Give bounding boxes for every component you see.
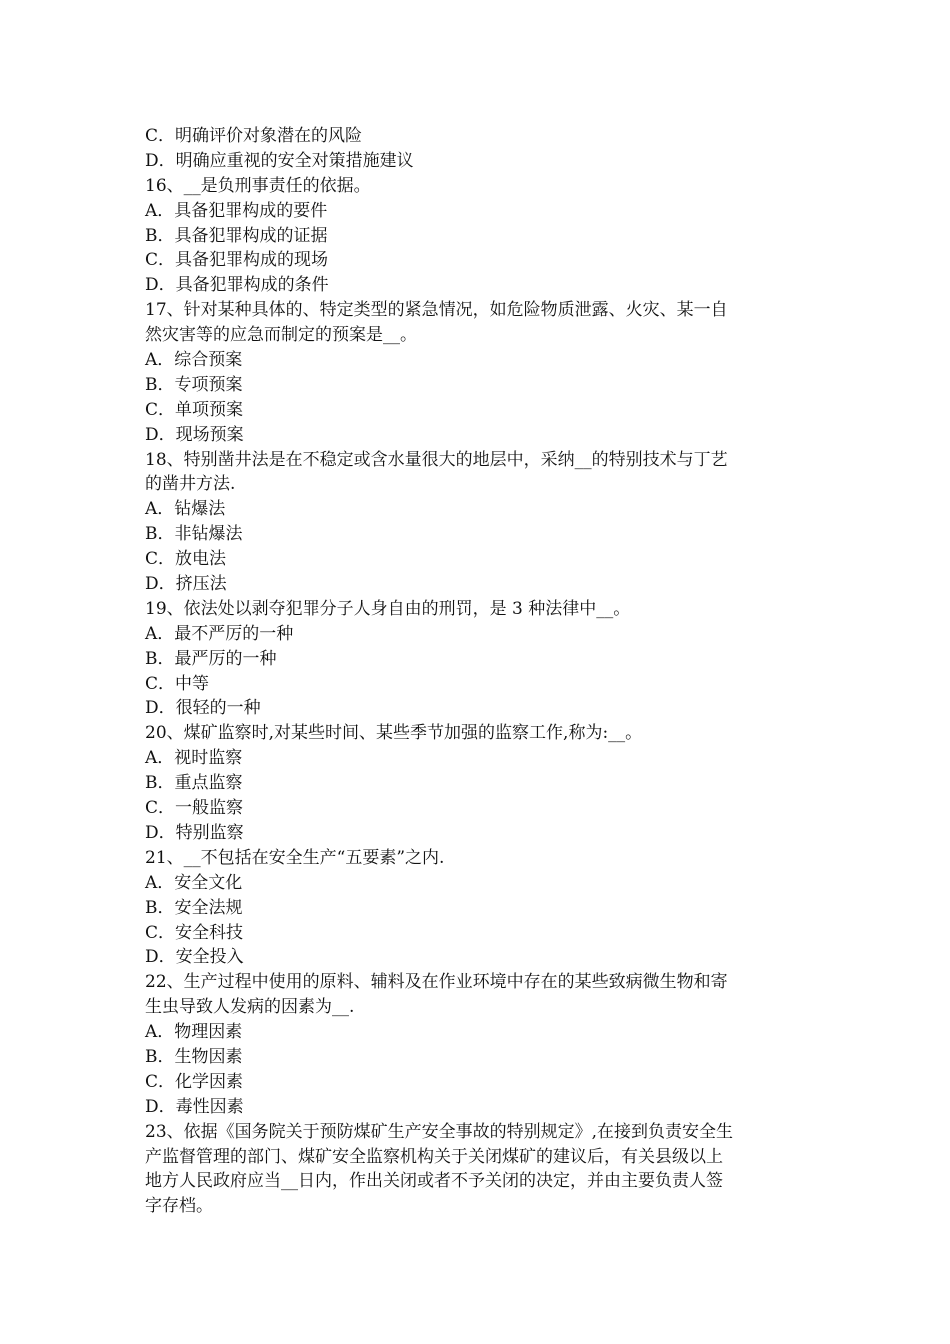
option-line: C．放电法 xyxy=(145,549,227,570)
text-line: D．明确应重视的安全对策措施建议 xyxy=(145,150,414,171)
option-line: A．视时监察 xyxy=(145,748,243,769)
question-line: 16、__是负刑事责任的依据。 xyxy=(145,175,371,196)
question-line: 20、煤矿监察时,对某些时间、某些季节加强的监察工作,称为:__。 xyxy=(145,723,643,744)
option-line: B．专项预案 xyxy=(145,374,243,395)
question-line: 生虫导致人发病的因素为__. xyxy=(145,997,355,1018)
option-line: A．综合预案 xyxy=(145,350,243,371)
option-line: A．最不严厉的一种 xyxy=(145,623,294,644)
option-line: C．单项预案 xyxy=(145,399,244,420)
option-line: D．具备犯罪构成的条件 xyxy=(145,275,329,296)
option-line: A．具备犯罪构成的要件 xyxy=(145,200,328,221)
question-line: 22、生产过程中使用的原料、辅料及在作业环境中存在的某些致病微生物和寄 xyxy=(145,972,728,993)
option-line: B．重点监察 xyxy=(145,773,243,794)
option-line: D．现场预案 xyxy=(145,424,244,445)
option-line: D．特别监察 xyxy=(145,822,244,843)
option-line: D．安全投入 xyxy=(145,947,244,968)
question-line: 21、__不包括在安全生产“五要素”之内. xyxy=(145,847,445,868)
question-line: 地方人民政府应当__日内，作出关闭或者不予关闭的决定，并由主要负责人签 xyxy=(145,1171,723,1192)
option-line: D．毒性因素 xyxy=(145,1096,244,1117)
document-page xyxy=(145,124,810,1219)
option-line: C．一般监察 xyxy=(145,798,244,819)
question-line: 18、特别凿井法是在不稳定或含水量很大的地层中，采纳__的特别技术与丁艺 xyxy=(145,449,728,470)
option-line: A．安全文化 xyxy=(145,872,243,893)
question-line: 然灾害等的应急而制定的预案是__。 xyxy=(145,325,417,346)
option-line: C．化学因素 xyxy=(145,1071,244,1092)
option-line: D．很轻的一种 xyxy=(145,698,261,719)
option-line: D．挤压法 xyxy=(145,574,227,595)
option-line: B．非钻爆法 xyxy=(145,524,243,545)
option-line: B．安全法规 xyxy=(145,897,243,918)
option-line: B．最严厉的一种 xyxy=(145,648,277,669)
option-line: C．安全科技 xyxy=(145,922,244,943)
option-line: C．具备犯罪构成的现场 xyxy=(145,250,329,271)
option-line: A．物理因素 xyxy=(145,1022,243,1043)
question-line: 23、依据《国务院关于预防煤矿生产安全事故的特别规定》,在接到负责安全生 xyxy=(145,1121,734,1142)
option-line: A．钻爆法 xyxy=(145,499,226,520)
question-line: 产监督管理的部门、煤矿安全监察机构关于关闭煤矿的建议后，有关县级以上 xyxy=(145,1146,723,1167)
question-line: 17、针对某种具体的、特定类型的紧急情况，如危险物质泄露、火灾、某一自 xyxy=(145,300,728,321)
question-line: 的凿井方法. xyxy=(145,474,236,495)
option-line: C．中等 xyxy=(145,673,210,694)
text-line: C．明确评价对象潜在的风险 xyxy=(145,126,363,146)
question-line: 19、依法处以剥夺犯罪分子人身自由的刑罚，是 3 种法律中__。 xyxy=(145,598,631,619)
question-line: 字存档。 xyxy=(145,1196,213,1217)
option-line: B．具备犯罪构成的证据 xyxy=(145,225,328,246)
option-line: B．生物因素 xyxy=(145,1046,243,1067)
